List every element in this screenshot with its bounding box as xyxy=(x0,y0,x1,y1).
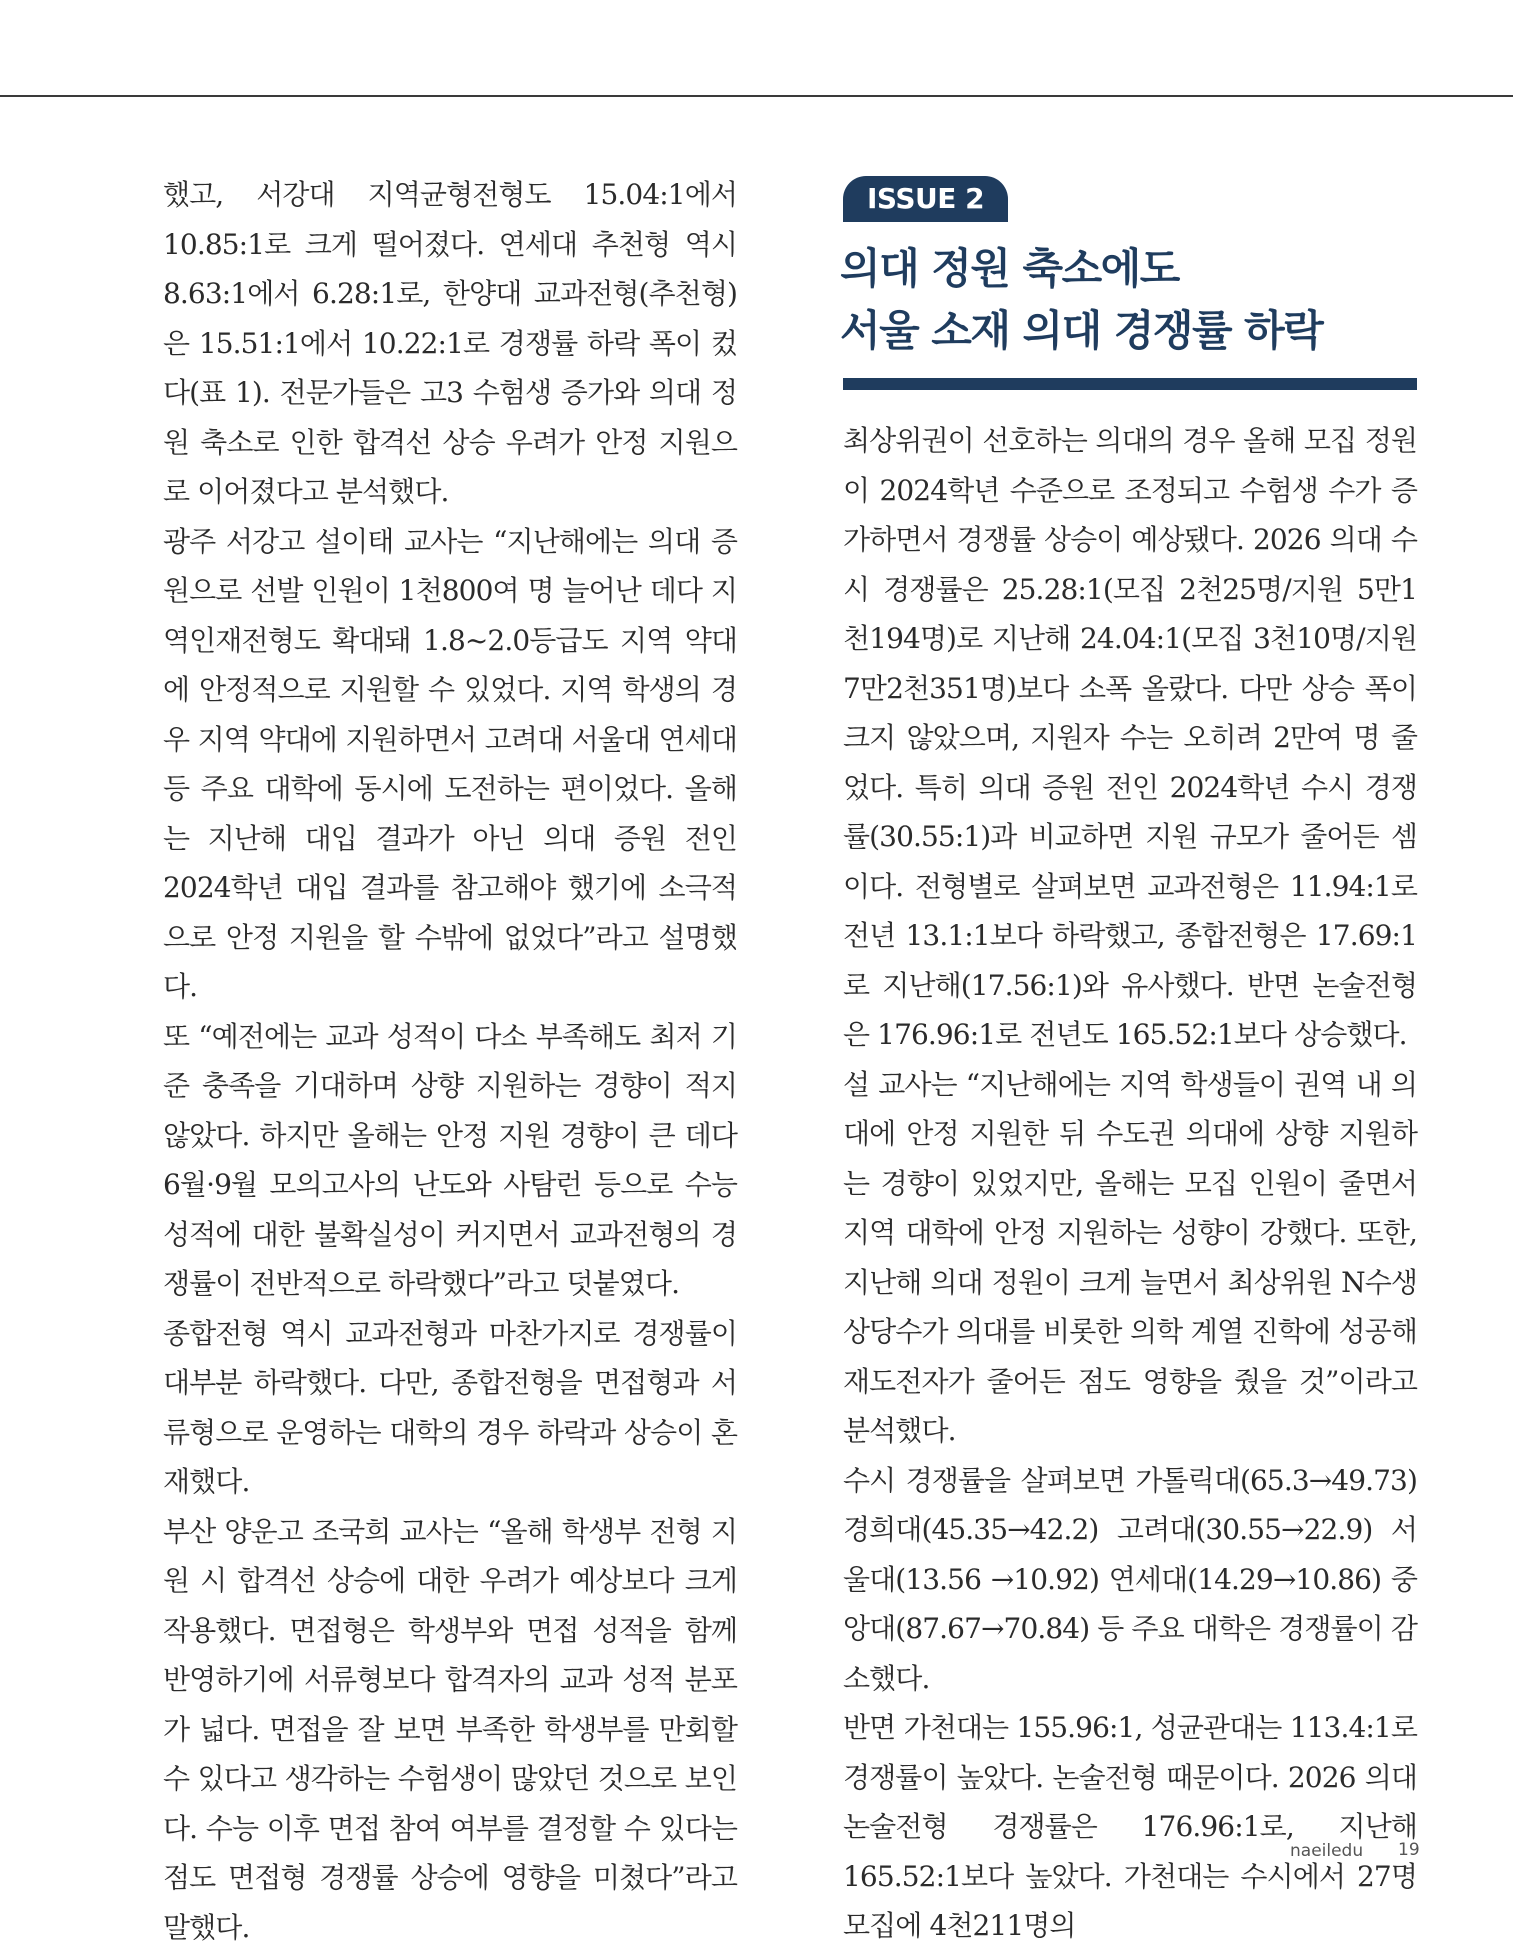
headline-line-2: 서울 소재 의대 경쟁률 하락 xyxy=(840,306,1322,355)
left-column-body xyxy=(163,170,737,1952)
paragraph: 광주 서강고 설이태 교사는 “지난해에는 의대 증원으로 선발 인원이 1천800여 명 늘어난 데다 지역인재전형도 확대돼 1.8~2.0등급도 지역 약대에 안정적으로 지원할 수 있었다. 지역 학생의 경우 지역 약대에 지원하면서 고려대 서울대 연세대 등 주요 대학에 동시에 도전하는 편이었다. 올해는 지난해 대입 결과가 아닌 의대 증원 전인 2024학년 대입 결과를 참고해야 했기에 소극적으로 안정 지원을 할 수밖에 없었다”라고 설명했다. xyxy=(163,517,737,1012)
top-rule xyxy=(0,95,1513,97)
paragraph: 반면 가천대는 155.96:1, 성균관대는 113.4:1로 경쟁률이 높았다. 논술전형 때문이다. 2026 의대 논술전형 경쟁률은 176.96:1로, 지난해 165.52:1보다 높았다. 가천대는 수시에서 27명 모집에 4천211명의 xyxy=(843,1703,1417,1951)
headline-divider xyxy=(843,378,1417,390)
issue-badge: ISSUE 2 xyxy=(843,176,1008,222)
left-column xyxy=(163,170,737,1952)
page-number: 19 xyxy=(1398,1840,1420,1860)
paragraph: 했고, 서강대 지역균형전형도 15.04:1에서 10.85:1로 크게 떨어졌다. 연세대 추천형 역시 8.63:1에서 6.28:1로, 한양대 교과전형(추천형)은 15.51:1에서 10.22:1로 경쟁률 하락 폭이 컸다(표 1). 전문가들은 고3 수험생 증가와 의대 정원 축소로 인한 합격선 상승 우려가 안정 지원으로 이어졌다고 분석했다. xyxy=(163,170,737,517)
article-headline xyxy=(840,238,1440,362)
paragraph: 종합전형 역시 교과전형과 마찬가지로 경쟁률이 대부분 하락했다. 다만, 종합전형을 면접형과 서류형으로 운영하는 대학의 경우 하락과 상승이 혼재했다. xyxy=(163,1309,737,1507)
footer-brand: naeiledu xyxy=(1290,1841,1363,1861)
headline-line-1: 의대 정원 축소에도 xyxy=(840,244,1179,293)
paragraph: 수시 경쟁률을 살펴보면 가톨릭대(65.3→49.73) 경희대(45.35→42.2) 고려대(30.55→22.9) 서울대(13.56 →10.92) 연세대(14.29→10.86) 중앙대(87.67→70.84) 등 주요 대학은 경쟁률이 감소했다. xyxy=(843,1456,1417,1704)
right-column xyxy=(843,416,1417,1951)
paragraph: 설 교사는 “지난해에는 지역 학생들이 권역 내 의대에 안정 지원한 뒤 수도권 의대에 상향 지원하는 경향이 있었지만, 올해는 모집 인원이 줄면서 지역 대학에 안정 지원하는 성향이 강했다. 또한, 지난해 의대 정원이 크게 늘면서 최상위원 N수생 상당수가 의대를 비롯한 의학 계열 진학에 성공해 재도전자가 줄어든 점도 영향을 줬을 것”이라고 분석했다. xyxy=(843,1060,1417,1456)
paragraph: 부산 양운고 조국희 교사는 “올해 학생부 전형 지원 시 합격선 상승에 대한 우려가 예상보다 크게 작용했다. 면접형은 학생부와 면접 성적을 함께 반영하기에 서류형보다 합격자의 교과 성적 분포가 넓다. 면접을 잘 보면 부족한 학생부를 만회할 수 있다고 생각하는 수험생이 많았던 것으로 보인다. 수능 이후 면접 참여 여부를 결정할 수 있다는 점도 면접형 경쟁률 상승에 영향을 미쳤다”라고 말했다. xyxy=(163,1507,737,1952)
right-column-body xyxy=(843,416,1417,1951)
paragraph: 최상위권이 선호하는 의대의 경우 올해 모집 정원이 2024학년 수준으로 조정되고 수험생 수가 증가하면서 경쟁률 상승이 예상됐다. 2026 의대 수시 경쟁률은 25.28:1(모집 2천25명/지원 5만1천194명)로 지난해 24.04:1(모집 3천10명/지원 7만2천351명)보다 소폭 올랐다. 다만 상승 폭이 크지 않았으며, 지원자 수는 오히려 2만여 명 줄었다. 특히 의대 증원 전인 2024학년 수시 경쟁률(30.55:1)과 비교하면 지원 규모가 줄어든 셈이다. 전형별로 살펴보면 교과전형은 11.94:1로 전년 13.1:1보다 하락했고, 종합전형은 17.69:1로 지난해(17.56:1)와 유사했다. 반면 논술전형은 176.96:1로 전년도 165.52:1보다 상승했다. xyxy=(843,416,1417,1060)
paragraph: 또 “예전에는 교과 성적이 다소 부족해도 최저 기준 충족을 기대하며 상향 지원하는 경향이 적지 않았다. 하지만 올해는 안정 지원 경향이 큰 데다 6월·9월 모의고사의 난도와 사탐런 등으로 수능 성적에 대한 불확실성이 커지면서 교과전형의 경쟁률이 전반적으로 하락했다”라고 덧붙였다. xyxy=(163,1012,737,1309)
